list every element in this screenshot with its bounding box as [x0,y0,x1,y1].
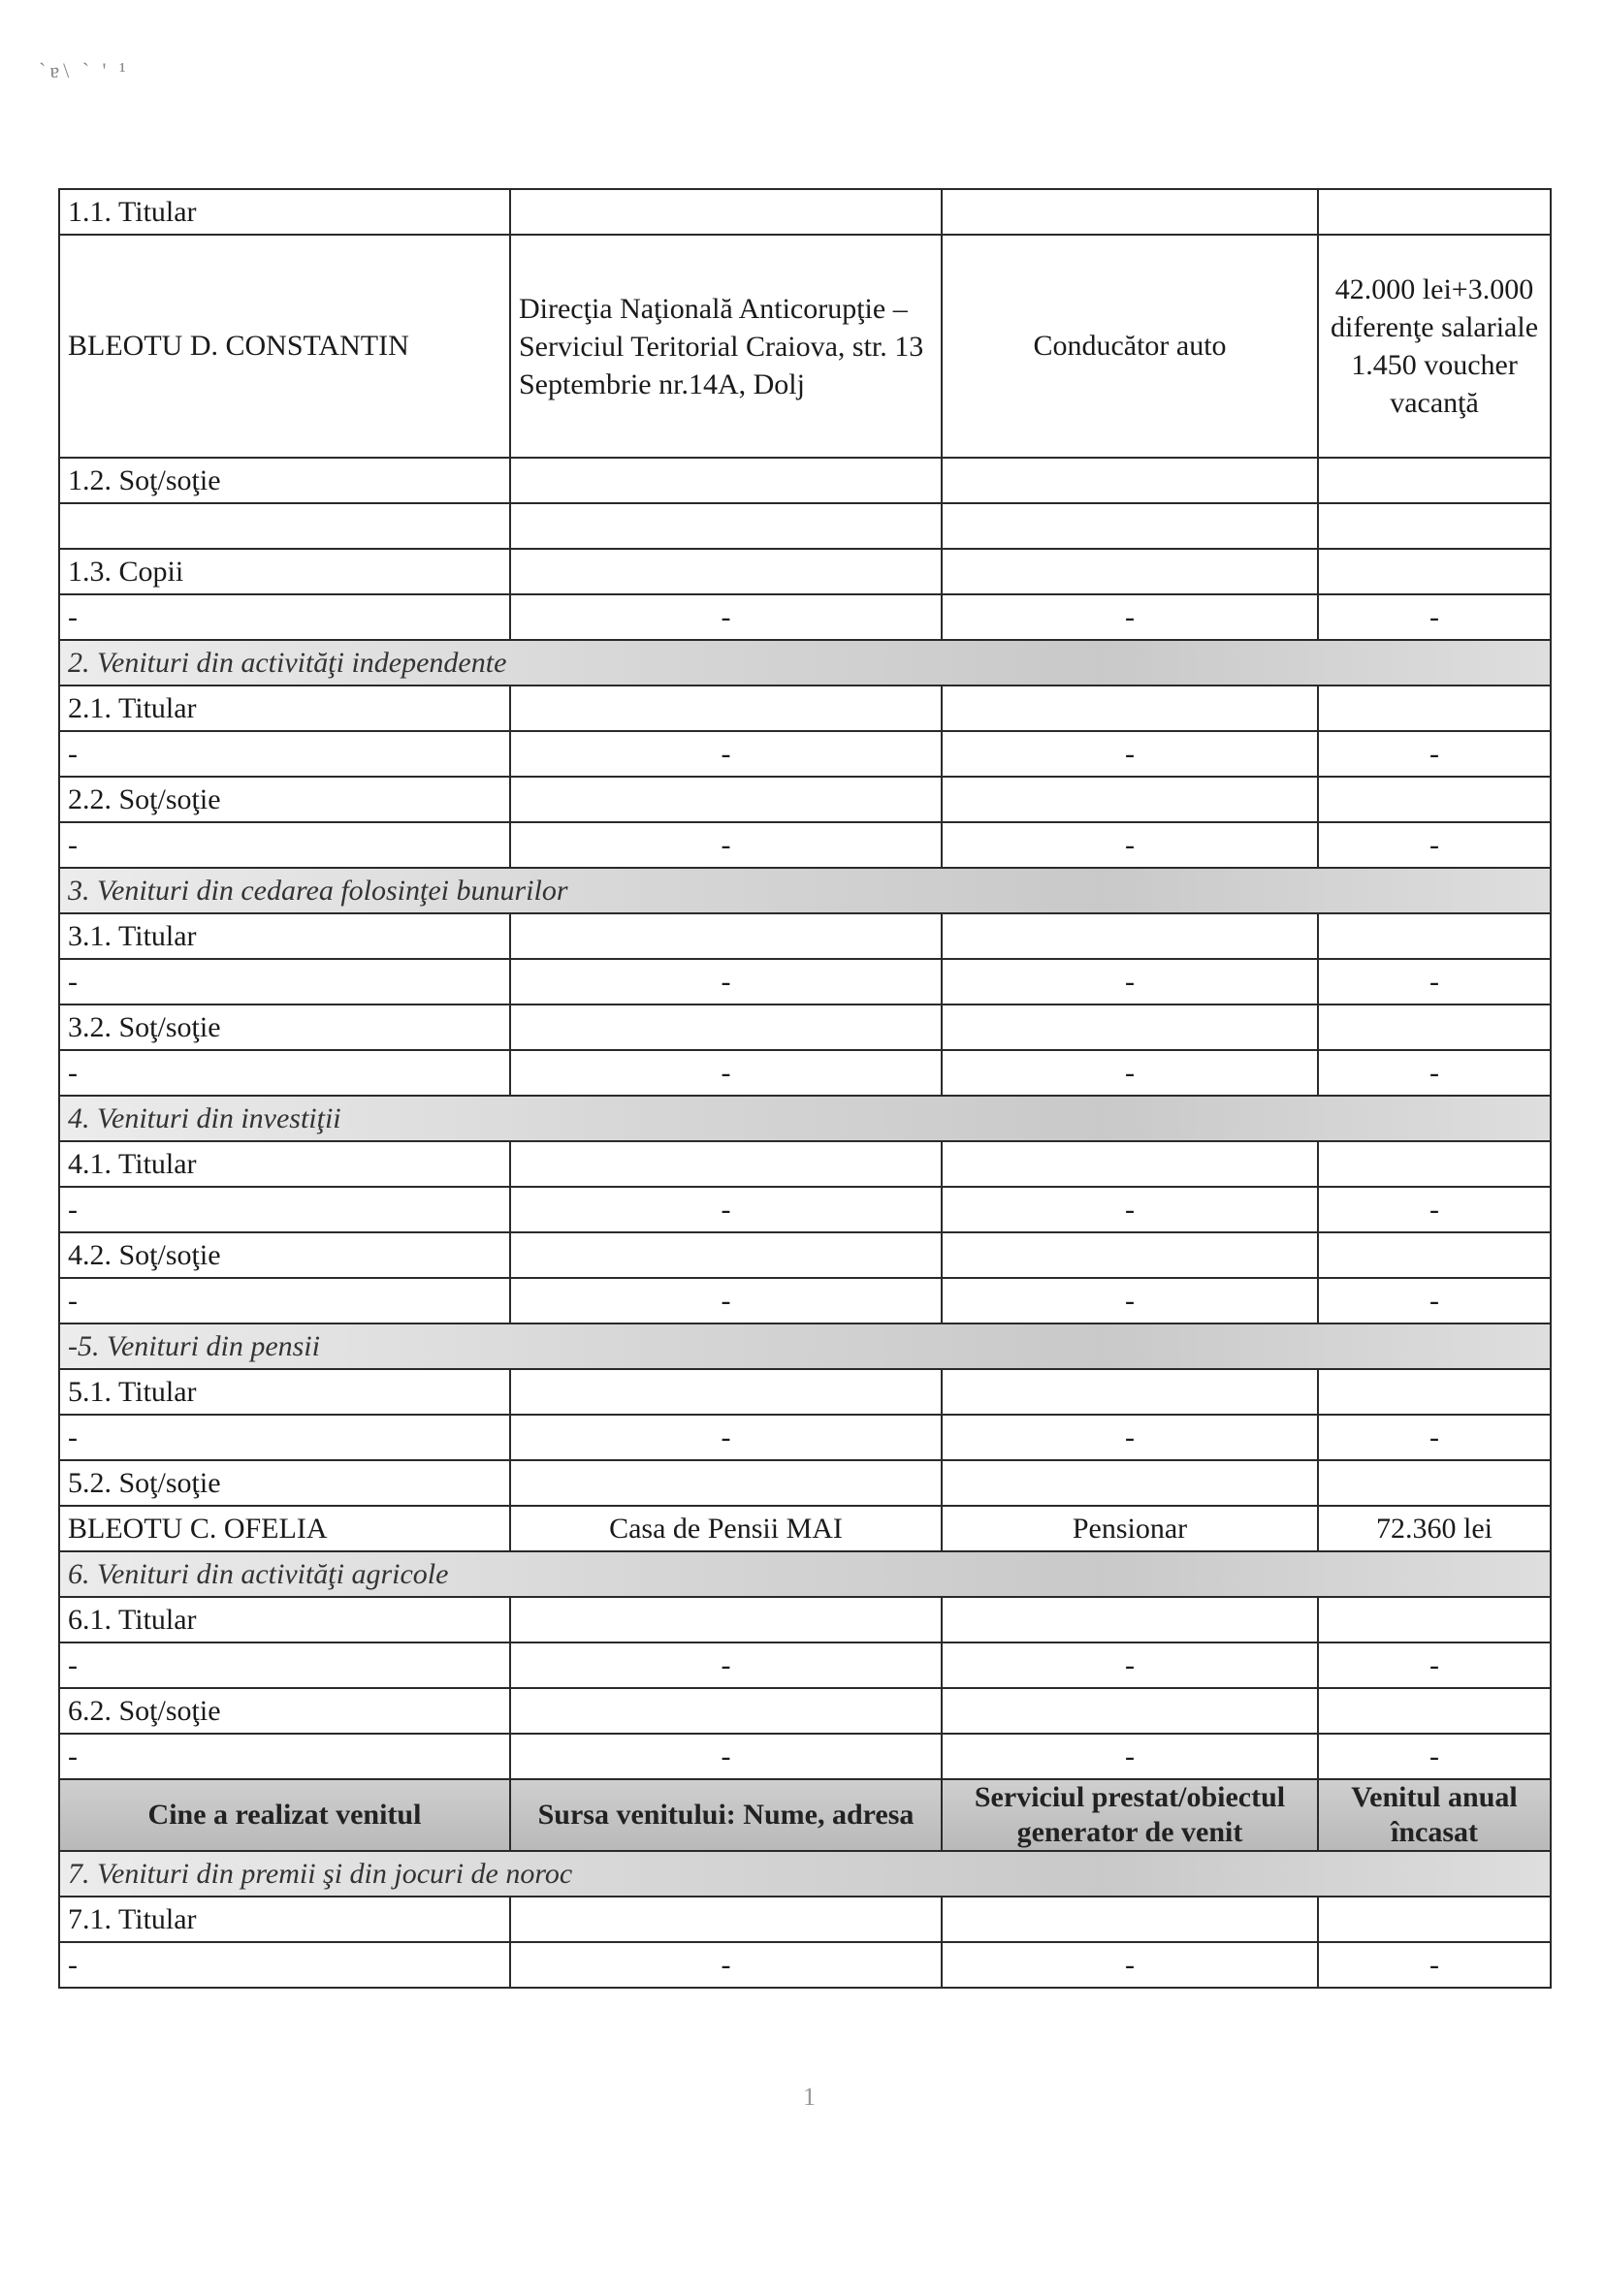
dash-row [59,959,1551,1004]
row-1-1-titular [59,189,1551,235]
dash-cell: - [510,1187,942,1232]
section-title: 3. Venituri din cedarea folosinţei bunurilor [59,868,1551,913]
row-1-3-children [59,549,1551,594]
dash-row [59,594,1551,640]
row-5-2-spouse [59,1460,1551,1506]
income-declaration-table [58,188,1552,1989]
section-title: 4. Venituri din investiţii [59,1096,1551,1141]
row-label: 3.1. Titular [59,913,510,959]
dash-cell: - [1318,822,1551,868]
row-3-2-spouse [59,1004,1551,1050]
dash-cell: - [942,1942,1318,1988]
income-entry-row [59,235,1551,458]
dash-cell: - [510,1942,942,1988]
dash-cell: - [942,959,1318,1004]
section-title: -5. Venituri din pensii [59,1323,1551,1369]
dash-cell: - [942,1734,1318,1779]
dash-cell: - [59,1734,510,1779]
dash-cell: - [1318,1278,1551,1323]
earner-name: BLEOTU C. OFELIA [59,1506,510,1551]
header-service: Serviciul prestat/obiectul generator de venit [942,1779,1318,1851]
row-label: 1.2. Soţ/soţie [59,458,510,503]
row-5-1-titular [59,1369,1551,1415]
dash-cell: - [59,731,510,777]
dash-cell: - [942,1278,1318,1323]
dash-cell: - [1318,959,1551,1004]
dash-cell: - [1318,1050,1551,1096]
earner-name: BLEOTU D. CONSTANTIN [59,235,510,458]
row-label: 3.2. Soţ/soţie [59,1004,510,1050]
dash-cell: - [59,1050,510,1096]
income-source: Casa de Pensii MAI [510,1506,942,1551]
dash-cell: - [1318,1942,1551,1988]
header-source: Sursa venitului: Nume, adresa [510,1779,942,1851]
dash-cell: - [1318,1187,1551,1232]
row-label: 1.3. Copii [59,549,510,594]
income-entry-row [59,1506,1551,1551]
dash-cell: - [59,822,510,868]
section-3-heading [59,868,1551,913]
dash-cell: - [510,731,942,777]
dash-row [59,1734,1551,1779]
section-4-heading [59,1096,1551,1141]
column-header-row [59,1779,1551,1851]
dash-cell: - [942,594,1318,640]
header-annual-income: Venitul anual încasat [1318,1779,1551,1851]
section-2-heading [59,640,1551,686]
row-4-2-spouse [59,1232,1551,1278]
dash-cell: - [59,959,510,1004]
dash-cell: - [59,1642,510,1688]
section-title: 2. Venituri din activităţi independente [59,640,1551,686]
row-label: 2.1. Titular [59,686,510,731]
row-6-1-titular [59,1597,1551,1642]
dash-cell: - [942,1415,1318,1460]
section-7-heading [59,1851,1551,1897]
section-title: 7. Venituri din premii şi din jocuri de noroc [59,1851,1551,1897]
scan-artifact-mark: `ɐ\ ` ' ¹ [39,58,130,82]
dash-cell: - [1318,1415,1551,1460]
dash-cell: - [59,1187,510,1232]
section-6-heading [59,1551,1551,1597]
row-2-2-spouse [59,777,1551,822]
dash-cell: - [1318,731,1551,777]
dash-cell: - [942,731,1318,777]
dash-cell: - [1318,1642,1551,1688]
row-label: 5.1. Titular [59,1369,510,1415]
dash-row [59,822,1551,868]
row-4-1-titular [59,1141,1551,1187]
row-3-1-titular [59,913,1551,959]
dash-cell: - [510,1278,942,1323]
dash-cell: - [59,1278,510,1323]
row-6-2-spouse [59,1688,1551,1734]
dash-row [59,1942,1551,1988]
page-number-mark: 1 [803,2083,816,2111]
dash-cell: - [510,822,942,868]
dash-cell: - [1318,1734,1551,1779]
section-title: 6. Venituri din activităţi agricole [59,1551,1551,1597]
row-label: 6.1. Titular [59,1597,510,1642]
dash-row [59,1278,1551,1323]
empty-row [59,503,1551,549]
dash-cell: - [510,594,942,640]
dash-row [59,1415,1551,1460]
section-5-heading [59,1323,1551,1369]
dash-cell: - [510,1050,942,1096]
dash-row [59,1642,1551,1688]
dash-cell: - [942,822,1318,868]
annual-income: 72.360 lei [1318,1506,1551,1551]
dash-cell: - [59,1415,510,1460]
row-label: 1.1. Titular [59,189,510,235]
dash-cell: - [59,594,510,640]
header-earner: Cine a realizat venitul [59,1779,510,1851]
dash-cell: - [942,1050,1318,1096]
row-7-1-titular [59,1897,1551,1942]
annual-income: 42.000 lei+3.000 diferenţe salariale 1.450 voucher vacanţă [1318,235,1551,458]
dash-cell: - [510,1642,942,1688]
service-provided: Conducător auto [942,235,1318,458]
dash-row [59,1187,1551,1232]
dash-cell: - [59,1942,510,1988]
dash-row [59,1050,1551,1096]
row-label: 6.2. Soţ/soţie [59,1688,510,1734]
income-source: Direcţia Naţională Anticorupţie – Serviciul Teritorial Craiova, str. 13 Septembrie nr.14A, Dolj [510,235,942,458]
row-label: 5.2. Soţ/soţie [59,1460,510,1506]
row-2-1-titular [59,686,1551,731]
dash-cell: - [510,959,942,1004]
dash-cell: - [942,1642,1318,1688]
dash-cell: - [510,1734,942,1779]
row-1-2-spouse [59,458,1551,503]
row-label: 7.1. Titular [59,1897,510,1942]
dash-cell: - [942,1187,1318,1232]
dash-cell: - [1318,594,1551,640]
row-label: 2.2. Soţ/soţie [59,777,510,822]
dash-cell: - [510,1415,942,1460]
dash-row [59,731,1551,777]
service-provided: Pensionar [942,1506,1318,1551]
row-label: 4.1. Titular [59,1141,510,1187]
row-label: 4.2. Soţ/soţie [59,1232,510,1278]
